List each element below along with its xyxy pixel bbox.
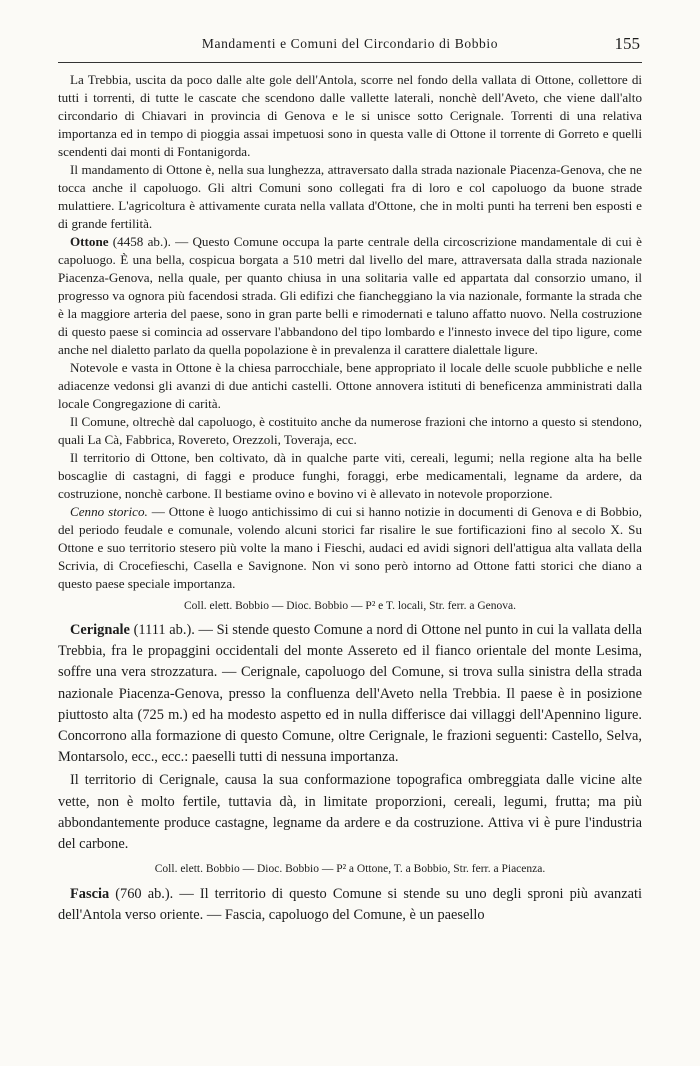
ottone-name: Ottone <box>70 234 109 249</box>
running-title: Mandamenti e Comuni del Circondario di Bobbio <box>201 36 499 51</box>
running-header <box>0 34 700 54</box>
ottone-paragraph-frazioni: Il Comune, oltrechè dal capoluogo, è costituito anche da numerose frazioni che intorno a questo si stendono, quali La Cà, Fabbrica, Rovereto, Orezzoli, Toveraja, ecc. <box>58 414 642 447</box>
cerignale-text: — Si stende questo Comune a nord di Ottone nel punto in cui la vallata della Trebbia, fra le propaggini occidentali del monte Assereto ed il fianco orientale del monte Lesima, soffre una vera strozzatura. — Cerignale, capoluogo del Comune, si trova sulla sinistra della strada nazionale Piacenza-Genova, presso la confluenza dell'Aveto nella Trebbia. Il paese è in posizione piuttosto alta (725 m.) ed ha modesto aspetto ed in nulla differisce dai villaggi dell'Apennino ligure. Concorrono alla formazione di questo Comune, oltre Cerignale, le frazioni seguenti: Castello, Selva, Montarsolo, ecc., ecc.: paeselli tutti di nessuna importanza. <box>58 622 642 766</box>
intro-paragraph-mandamento: Il mandamento di Ottone è, nella sua lunghezza, attraversato dalla strada nazionale Piacenza-Genova, che ne tocca anche il capoluogo. Gli altri Comuni sono collegati fra di loro e col capoluogo da buone strade mulattiere. L'agricoltura è attivamente curata nella vallata d'Ottone, che in molti punti ha terreni ben esposti e di grande fertilità. <box>58 162 642 231</box>
history-text: — Ottone è luogo antichissimo di cui si hanno notizie in documenti di Genova e di Bobbio, del periodo feudale e comunale, volendo alcuni storici far risalire le sue fortificazioni fino al secolo X. Su Ottone e suo territorio stesero più volte la mano i Fieschi, audaci ed avidi signori dell'attigua alta vallata della Scrivia, di Crocefieschi, Casella e Savignone. Non vi sono però intorno ad Ottone fatti storici che diano a questo paese speciale importanza. <box>58 504 642 591</box>
cerignale-paragraph-territory: Il territorio di Cerignale, causa la sua conformazione topografica ombreggiata dalle vicine alte vette, non è molto fertile, tuttavia dà, in limitate proporzioni, cereali, legumi, frutta; ma più abbondantemente produce castagne, legname da ardere e da costruzione. Attiva vi è pure l'industria del carbone. <box>58 772 642 853</box>
fascia-entry <box>58 884 642 926</box>
fascia-population: (760 ab.). <box>115 886 174 903</box>
fascia-text: — Il territorio di questo Comune si stende su uno degli sproni più avanzati dell'Antola verso oriente. — Fascia, capoluogo del Comune, è un paesello <box>58 886 642 924</box>
intro-paragraph-trebbia: La Trebbia, uscita da poco dalle alte gole dell'Antola, scorre nel fondo della vallata di Ottone, collettore di tutti i torrenti, di tutte le cascate che scendono dalle vallette laterali, nonchè dell'Aveto, che viene dall'alto circondario di Chiavari in provincia di Genova e le si unisce sotto Cerignale. Torrenti di una relativa importanza ed in tempo di pioggia assai impetuosi sono in questa valle di Ottone il torrente di Gorreto e quelli scendenti dai monti di Fontanigorda. <box>58 72 642 159</box>
cerignale-name: Cerignale <box>70 622 130 638</box>
fascia-name: Fascia <box>70 886 110 903</box>
ottone-paragraph-territory: Il territorio di Ottone, ben coltivato, dà in qualche parte viti, cereali, legumi; nella regione alta ha belle boscaglie di castagni, di faggi e produce funghi, foraggi, erbe medicamentali, legname da ardere, da costruzione, nonchè carbone. Il bestiame ovino e bovino vi è allevato in notevole proporzione. <box>58 450 642 501</box>
page-number: 155 <box>614 34 640 53</box>
ottone-paragraph-church: Notevole e vasta in Ottone è la chiesa parrocchiale, bene appropriato il locale delle scuole pubbliche e nelle adiacenze vedonsi gli avanzi di due antichi castelli. Ottone annovera istituti di beneficenza amministrati dalla locale Congregazione di carità. <box>58 360 642 411</box>
cerignale-entry <box>58 620 642 768</box>
page-body <box>58 71 642 927</box>
cerignale-population: (1111 ab.). <box>133 622 195 638</box>
history-label: Cenno storico. <box>70 504 148 519</box>
ottone-history <box>58 503 642 593</box>
cerignale-collegio-note: Coll. elett. Bobbio — Dioc. Bobbio — P² a Ottone, T. a Bobbio, Str. ferr. a Piacenza. <box>154 863 546 876</box>
ottone-entry <box>58 233 642 359</box>
ottone-collegio-note: Coll. elett. Bobbio — Dioc. Bobbio — P² e T. locali, Str. ferr. a Genova. <box>183 600 516 612</box>
ottone-text: — Questo Comune occupa la parte centrale della circoscrizione mandamentale di cui è capoluogo. È una bella, cospicua borgata a 510 metri dal livello del mare, attraversata dalla strada nazionale Piacenza-Genova, nella quale, per quanto chiusa in una solitaria valle ed appartata dal consorzio umano, il progresso va ognora più facendosi strada. Gli edifizi che fiancheggiano la via nazionale, formante la strada che è la maggiore arteria del paese, sono in gran parte belli e rimodernati e taluno affatto nuovo. Nella costruzione di questo paese si comincia ad osservare l'abbandono del tipo lombardo e l'innesto invece del tipo ligure, come anche nel dialetto parlato da quella popolazione è in prevalenza il carattere dialettale ligure. <box>58 234 642 357</box>
header-rule <box>58 62 642 63</box>
ottone-population: (4458 ab.). <box>112 234 171 249</box>
